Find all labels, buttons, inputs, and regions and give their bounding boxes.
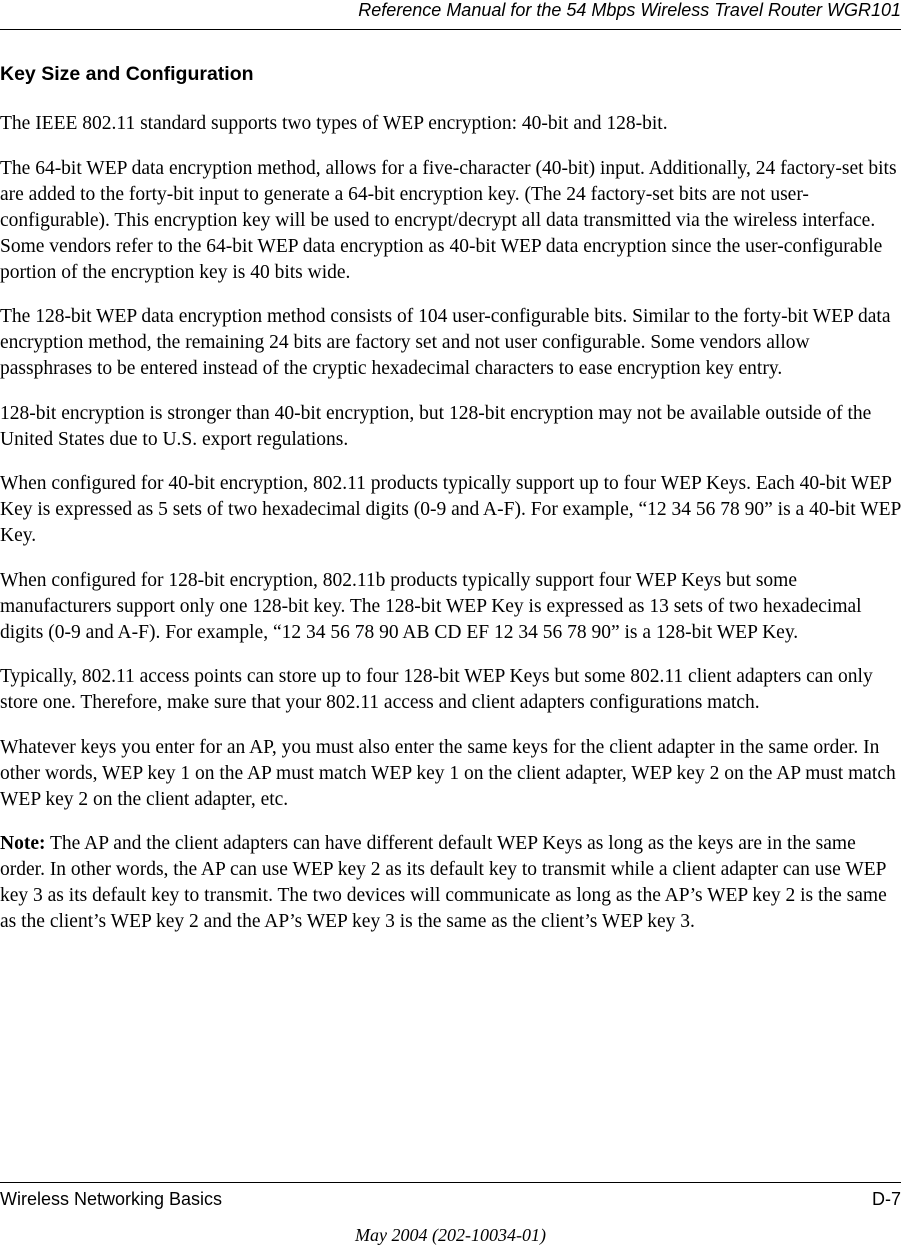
paragraph-key-order: Whatever keys you enter for an AP, you must also enter the same keys for the client adapter in the same order. In other words, WEP key 1 on the AP must match WEP key 1 on the client adapter, WEP key 2 on the AP must match WEP key 2 on the client adapter, etc. bbox=[0, 736, 896, 810]
paragraph-key-storage: Typically, 802.11 access points can store up to four 128-bit WEP Keys but some 802.11 client adapters can only store one. Therefore, make sure that your 802.11 access and client adapters configurations match. bbox=[0, 666, 873, 713]
note-paragraph bbox=[0, 831, 901, 935]
body-text bbox=[0, 111, 901, 954]
note-text: The AP and the client adapters can have different default WEP Keys as long as the keys are in the same order. In other words, the AP can use WEP key 2 as its default key to transmit while a client adapter can use WEP key 3 as its default key to transmit. The two devices will communicate as long as the AP’s WEP key 2 is the same as the client’s WEP key 2 and the AP’s WEP key 3 is the same as the client’s WEP key 3. bbox=[0, 833, 887, 932]
paragraph-40-bit-keys: When configured for 40-bit encryption, 802.11 products typically support up to four WEP Keys. Each 40-bit WEP Key is expressed as 5 sets of two hexadecimal digits (0-9 and A-F). For example, “12 34 56 78 90” is a 40-bit WEP Key. bbox=[0, 473, 901, 546]
header-divider bbox=[0, 29, 901, 30]
running-header: Reference Manual for the 54 Mbps Wireless Travel Router WGR101 bbox=[358, 0, 901, 20]
section-heading: Key Size and Configuration bbox=[0, 63, 254, 85]
note-label: Note: bbox=[0, 833, 46, 854]
footer-page-number: D-7 bbox=[871, 1189, 901, 1209]
paragraph-export-regulations: 128-bit encryption is stronger than 40-bit encryption, but 128-bit encryption may not be available outside of the United States due to U.S. export regulations. bbox=[0, 402, 872, 450]
paragraph-wep-types: The IEEE 802.11 standard supports two types of WEP encryption: 40-bit and 128-bit. bbox=[0, 113, 668, 134]
footer-date: May 2004 (202-10034-01) bbox=[355, 1225, 546, 1245]
paragraph-64-bit: The 64-bit WEP data encryption method, allows for a five-character (40-bit) input. Additionally, 24 factory-set bits are added to the forty-bit input to generate a 64-bit encryption key. (The 24 factory-set bits are not user-configurable). This encryption key will be used to encrypt/decrypt all data transmitted via the wireless interface. Some vendors refer to the 64-bit WEP data encryption as 40-bit WEP data encryption since the user-configurable portion of the encryption key is 40 bits wide. bbox=[0, 157, 897, 283]
paragraph-128-bit: The 128-bit WEP data encryption method consists of 104 user-configurable bits. Similar to the forty-bit WEP data encryption method, the remaining 24 bits are factory set and not user configurable. Some vendors allow passphrases to be entered instead of the cryptic hexadecimal characters to ease encryption key entry. bbox=[0, 306, 891, 379]
footer-divider bbox=[0, 1182, 901, 1183]
footer-chapter: Wireless Networking Basics bbox=[0, 1189, 223, 1209]
paragraph-128-bit-keys: When configured for 128-bit encryption, 802.11b products typically support four WEP Keys but some manufacturers support only one 128-bit key. The 128-bit WEP Key is expressed as 13 sets of two hexadecimal digits (0-9 and A-F). For example, “12 34 56 78 90 AB CD EF 12 34 56 78 90” is a 128-bit WEP Key. bbox=[0, 569, 862, 643]
